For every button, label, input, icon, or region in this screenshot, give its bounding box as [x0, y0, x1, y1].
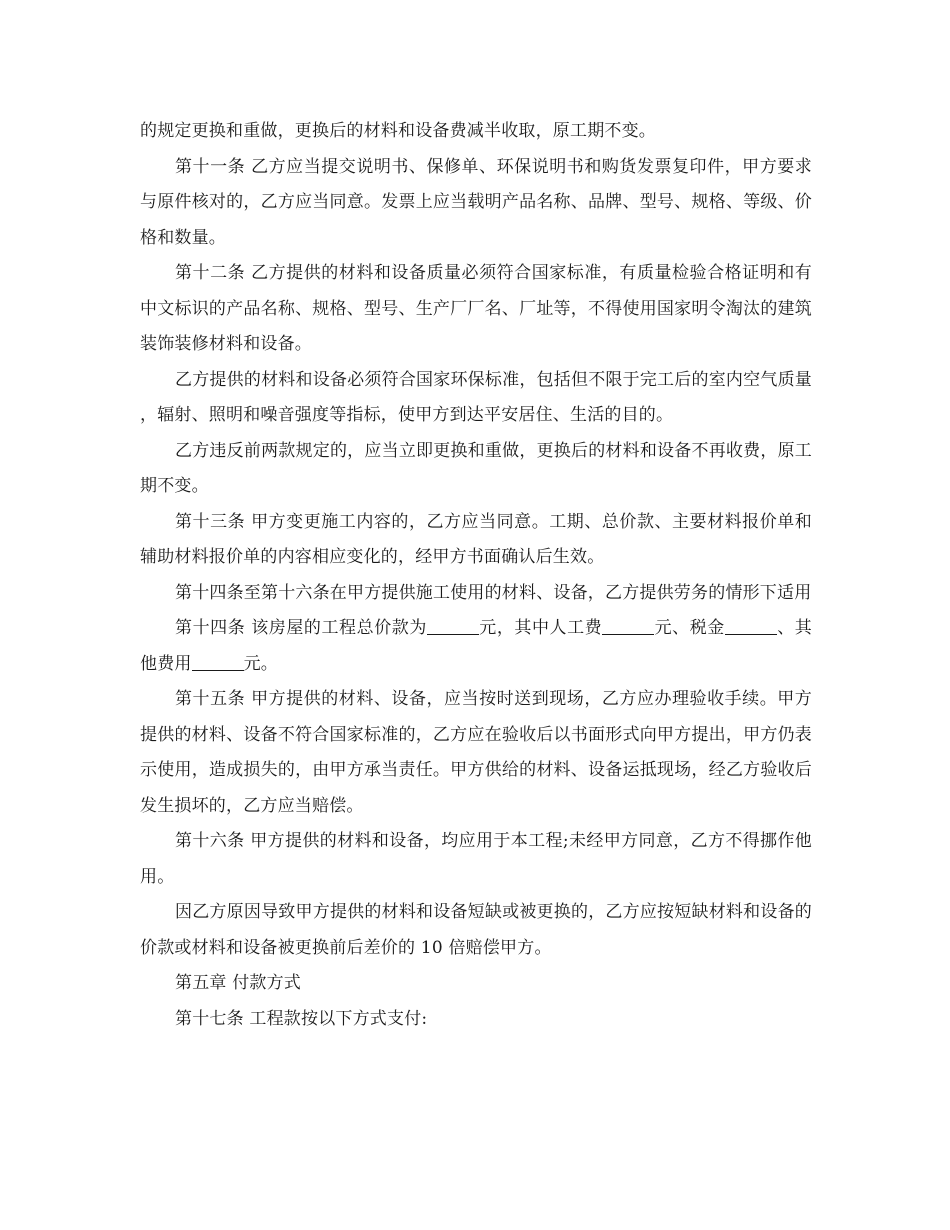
- paragraph-text: 乙方提供的材料和设备必须符合国家环保标准，包括但不限于完工后的室内空气质量，辐射、照明和噪音强度等指标，使甲方到达平安居住、生活的目的。: [140, 369, 812, 425]
- paragraph-text: 第十四条 该房屋的工程总价款为: [175, 618, 427, 638]
- fill-in-blank: [192, 653, 244, 671]
- fill-in-blank: [427, 617, 479, 635]
- paragraph: [140, 895, 812, 966]
- paragraph: [140, 824, 812, 895]
- paragraph-text: 元，其中人工费: [478, 618, 603, 638]
- paragraph-text: 第十五条 甲方提供的材料、设备，应当按时送到现场，乙方应办理验收手续。甲方提供的材料、设备不符合国家标准的，乙方应在验收后以书面形式向甲方提出，甲方仍表示使用，造成损失的，由甲方承当责任。甲方供给的材料、设备运抵现场，经乙方验收后发生损坏的，乙方应当赔偿。: [140, 689, 812, 816]
- paragraph-text: 元、税金: [654, 618, 725, 638]
- paragraph: [140, 611, 812, 682]
- paragraph: [140, 114, 812, 150]
- paragraph: [140, 150, 812, 257]
- paragraph-text: 第十六条 甲方提供的材料和设备，均应用于本工程;未经甲方同意，乙方不得挪作他用。: [140, 831, 812, 887]
- fill-in-blank: [725, 617, 777, 635]
- paragraph-text: 、其他费用: [140, 618, 812, 674]
- fill-in-blank: [602, 617, 654, 635]
- paragraph: [140, 682, 812, 824]
- paragraph-text: 第五章 付款方式: [175, 973, 302, 993]
- paragraph: [140, 966, 812, 1002]
- paragraph: [140, 434, 812, 505]
- paragraph: [140, 505, 812, 576]
- document-body: [140, 114, 812, 1037]
- paragraph-text: 因乙方原因导致甲方提供的材料和设备短缺或被更换的，乙方应按短缺材料和设备的价款或材料和设备被更换前后差价的 10 倍赔偿甲方。: [140, 902, 812, 958]
- paragraph-text: 的规定更换和重做，更换后的材料和设备费减半收取，原工期不变。: [140, 121, 656, 141]
- paragraph-text: 第十四条至第十六条在甲方提供施工使用的材料、设备，乙方提供劳务的情形下适用: [175, 582, 812, 603]
- paragraph: [140, 363, 812, 434]
- paragraph-text: 第十三条 甲方变更施工内容的，乙方应当同意。工期、总价款、主要材料报价单和辅助材料报价单的内容相应变化的，经甲方书面确认后生效。: [140, 511, 812, 567]
- paragraph: [140, 256, 812, 363]
- paragraph-text: 第十二条 乙方提供的材料和设备质量必须符合国家标准，有质量检验合格证明和有中文标识的产品名称、规格、型号、生产厂厂名、厂址等，不得使用国家明令淘汰的建筑装饰装修材料和设备。: [140, 263, 812, 354]
- paragraph: [140, 1002, 812, 1038]
- paragraph-text: 第十一条 乙方应当提交说明书、保修单、环保说明书和购货发票复印件，甲方要求与原件核对的，乙方应当同意。发票上应当载明产品名称、品牌、型号、规格、等级、价格和数量。: [140, 156, 812, 248]
- paragraph-text: 第十七条 工程款按以下方式支付:: [175, 1008, 428, 1029]
- paragraph-text: 元。: [243, 653, 279, 674]
- paragraph: [140, 576, 812, 612]
- paragraph-text: 乙方违反前两款规定的，应当立即更换和重做，更换后的材料和设备不再收费，原工期不变。: [140, 440, 812, 496]
